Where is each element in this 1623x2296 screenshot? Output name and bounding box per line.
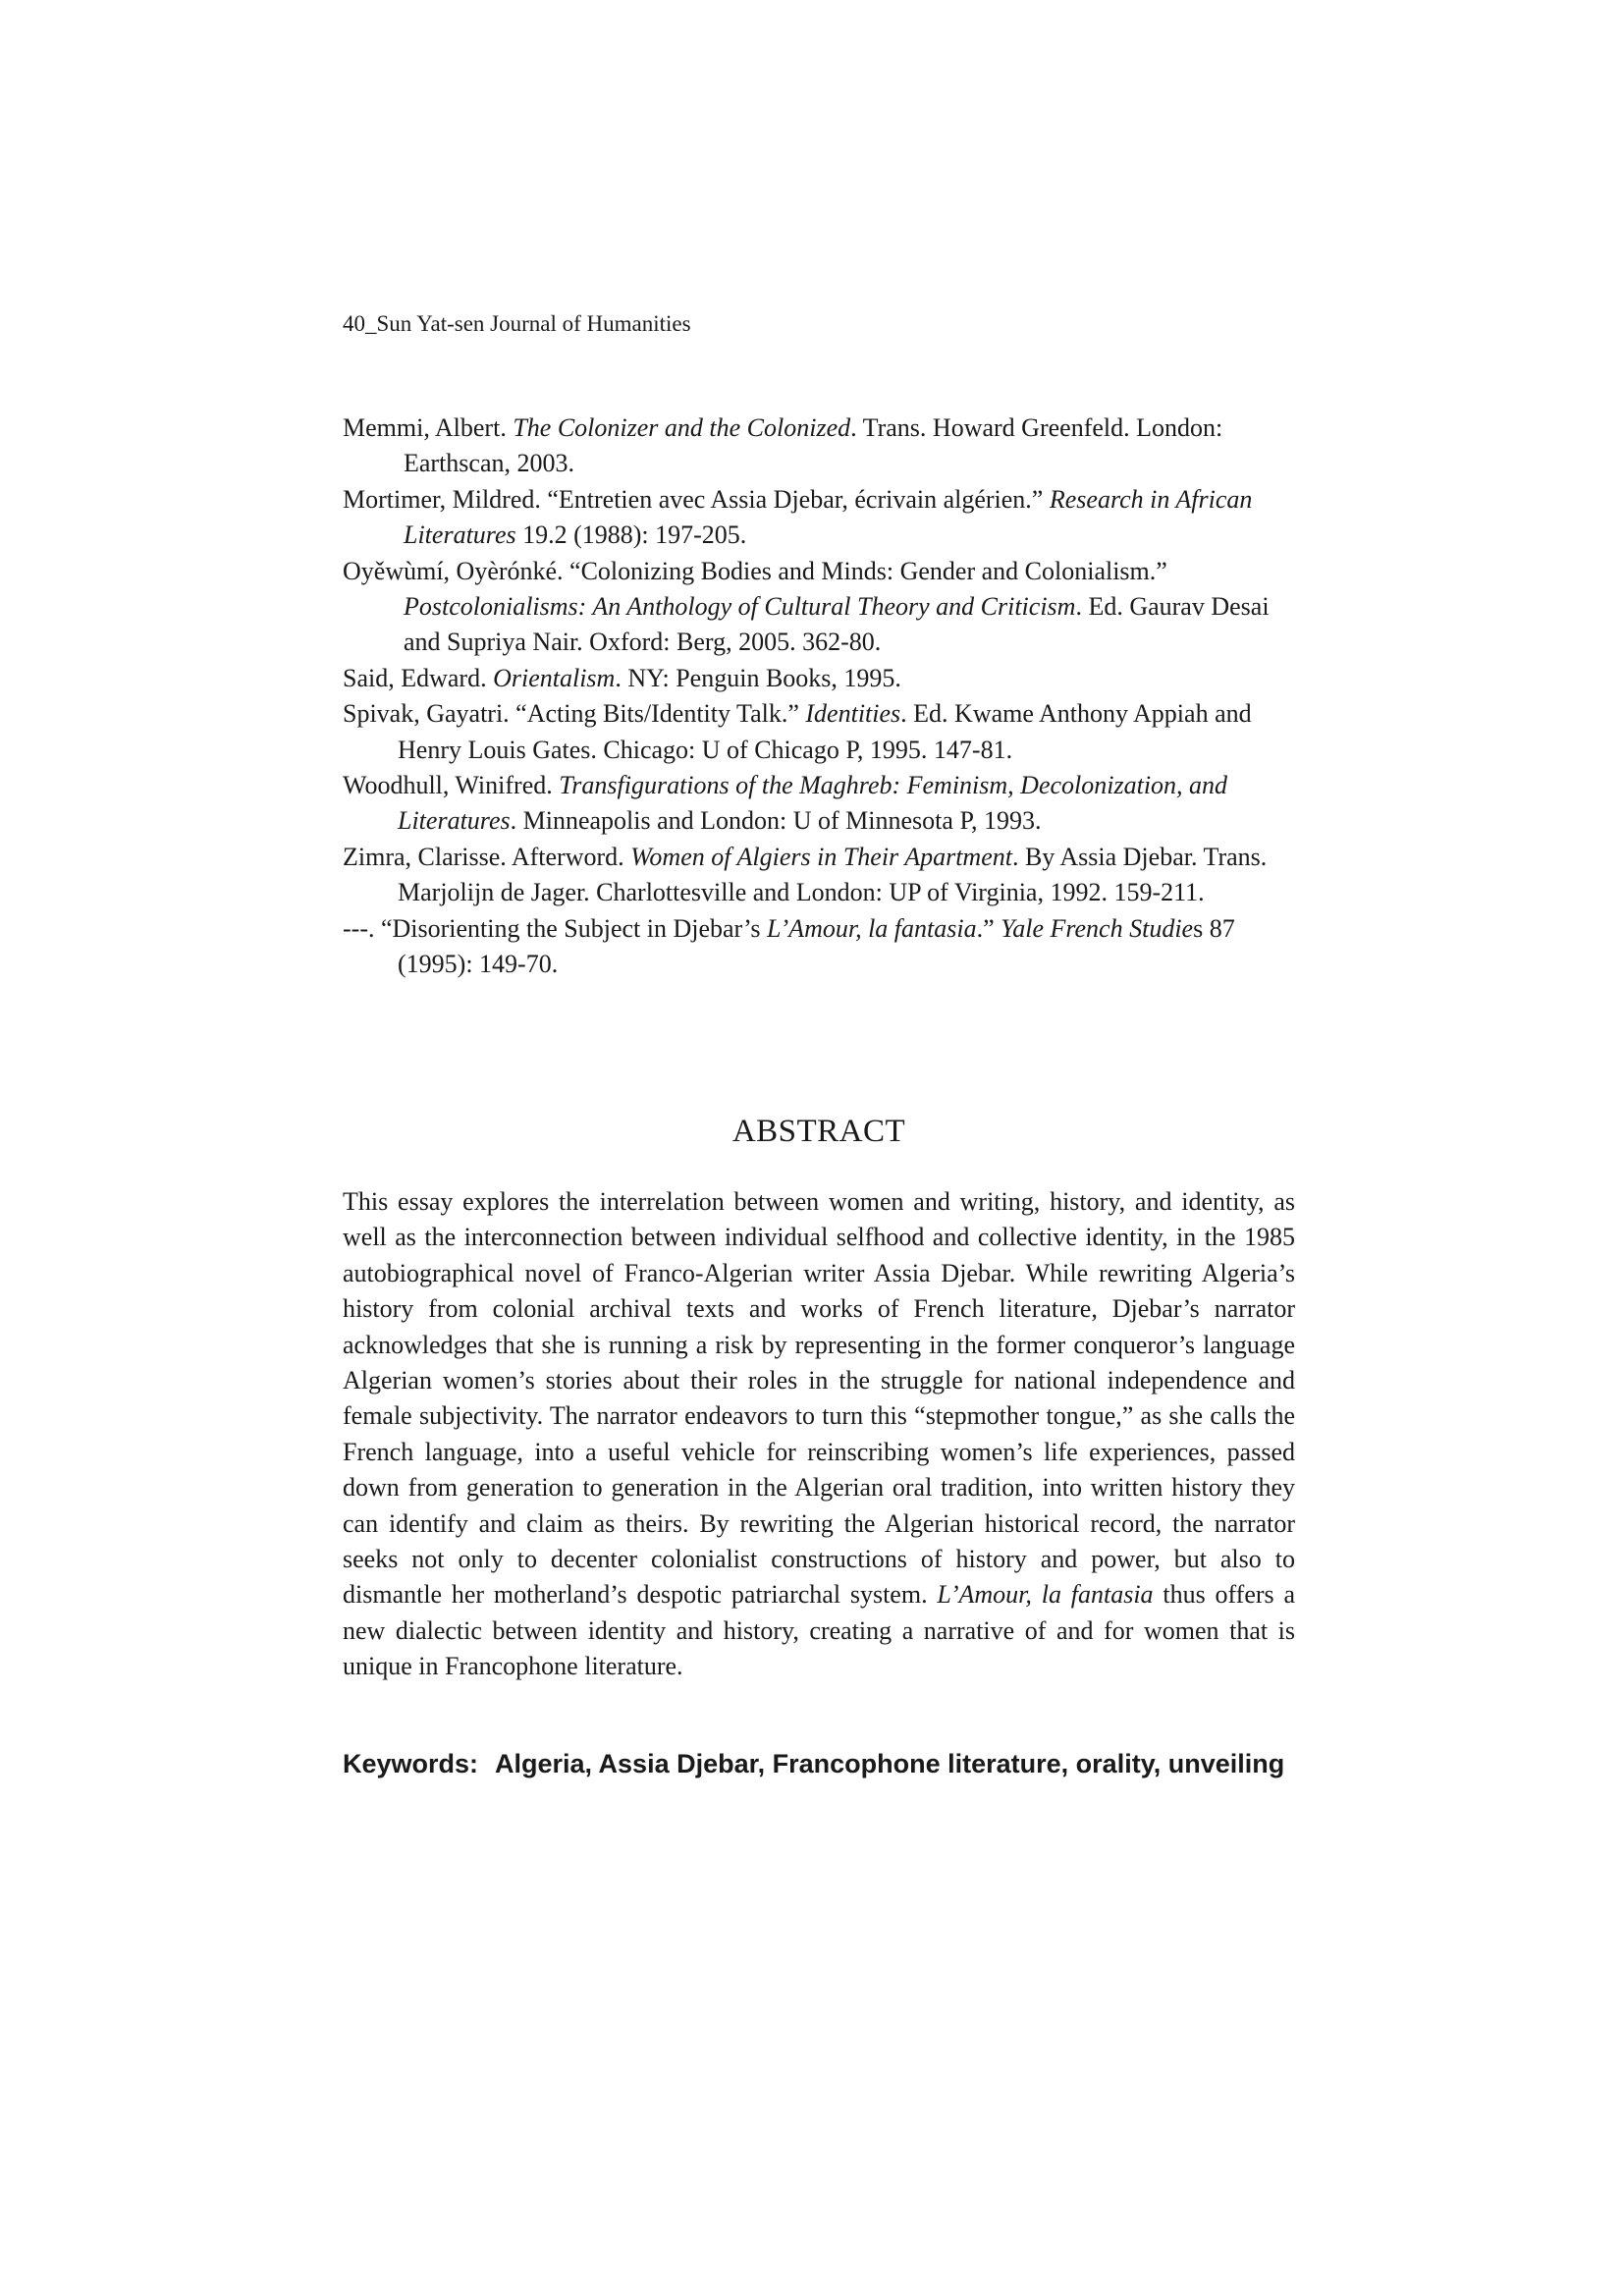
reference-author: Memmi, Albert. [343, 413, 514, 442]
reference-details: . Ed. Gaurav Desai and Supriya Nair. Oxford: Berg, 2005. 362-80. [404, 592, 1270, 657]
reference-details: s 87 (1995): 149-70. [398, 913, 1235, 979]
reference-details: . NY: Penguin Books, 1995. [615, 663, 901, 692]
reference-title: Transfigurations of the Maghreb: Feminism, Decolonization, and Literatures [398, 771, 1228, 836]
reference-author: Oyěwùmí, Oyèrónké. “Colonizing Bodies and Minds: Gender and Colonialism.” [343, 556, 1167, 585]
reference-details: . Trans. Howard Greenfeld. London: Earthscan, 2003. [404, 413, 1223, 478]
reference-details: 19.2 (1988): 197-205. [515, 520, 747, 550]
reference-details: . Minneapolis and London: U of Minnesota P, 1993. [510, 806, 1042, 836]
reference-title: Identities [805, 699, 901, 729]
abstract-text: This essay explores the interrelation between women and writing, history, and identity, as well as the interconnection between individual selfhood and collective identity, in the 1985 autobiographical novel of Franco-Algerian writer Assia Djebar. While rewriting Algeria’s history from colonial archival texts and works of French literature, Djebar’s narrator acknowledges that she is running a risk by representing in the former conqueror’s language Algerian women’s stories about their roles in the struggle for national independence and female subjectivity. The narrator endeavors to turn this “stepmother tongue,” as she calls the French language, into a useful vehicle for reinscribing women’s life experiences, passed down from generation to generation in the Algerian oral tradition, into written history they can identify and claim as theirs. By rewriting the Algerian historical record, the narrator seeks not only to decenter colonialist constructions of history and power, but also to dismantle her motherland’s despotic patriarchal system. [343, 1187, 1295, 1610]
abstract-heading: ABSTRACT [731, 1114, 906, 1149]
reference-author: Said, Edward. [343, 663, 494, 692]
reference-title: Postcolonialisms: An Anthology of Cultural Theory and Criticism [404, 592, 1076, 622]
abstract-text-end: thus offers a new dialectic between identity and history, creating a narrative of and for women that is unique in Francophone literature. [343, 1580, 1295, 1681]
keywords-list: Algeria, Assia Djebar, Francophone literature, orality, unveiling [495, 1749, 1285, 1778]
reference-details: . By Assia Djebar. Trans. Marjolijn de Jager. Charlottesville and London: UP of Virginia, 1992. 159-211. [398, 842, 1268, 907]
reference-entry [343, 554, 1295, 661]
running-head: 40_Sun Yat-sen Journal of Humanities [343, 311, 691, 336]
reference-journal-title: Yale French Studie [1001, 913, 1194, 943]
keywords-label: Keywords: [343, 1749, 479, 1778]
reference-author: Mortimer, Mildred. “Entretien avec Assia Djebar, écrivain algérien.” [343, 484, 1050, 514]
reference-title: Orientalism [493, 663, 616, 692]
reference-entry [343, 696, 1295, 768]
reference-title: Research in African Literatures [404, 484, 1253, 550]
reference-entry [343, 768, 1295, 840]
reference-entry [343, 410, 1295, 482]
keywords [343, 1747, 1295, 1781]
reference-author: Spivak, Gayatri. “Acting Bits/Identity Talk.” [343, 699, 806, 729]
reference-author: Zimra, Clarisse. Afterword. [343, 842, 631, 871]
reference-author: Woodhull, Winifred. [343, 771, 560, 800]
reference-author: ---. “Disorienting the Subject in Djebar’s [343, 913, 768, 943]
reference-details: . Ed. Kwame Anthony Appiah and Henry Louis Gates. Chicago: U of Chicago P, 1995. 147-81. [398, 699, 1252, 764]
reference-entry [343, 661, 1295, 696]
abstract-italic-title: L’Amour, la fantasia [937, 1580, 1154, 1610]
reference-entry [343, 840, 1295, 911]
reference-title: L’Amour, la fantasia [767, 913, 977, 943]
reference-title: The Colonizer and the Colonized [513, 413, 851, 442]
abstract-body [343, 1184, 1295, 1685]
reference-title: Women of Algiers in Their Apartment [630, 842, 1012, 871]
reference-entry [343, 911, 1295, 983]
reference-entry [343, 482, 1295, 554]
references-list [343, 410, 1295, 983]
reference-punctuation: .” [976, 913, 1001, 943]
